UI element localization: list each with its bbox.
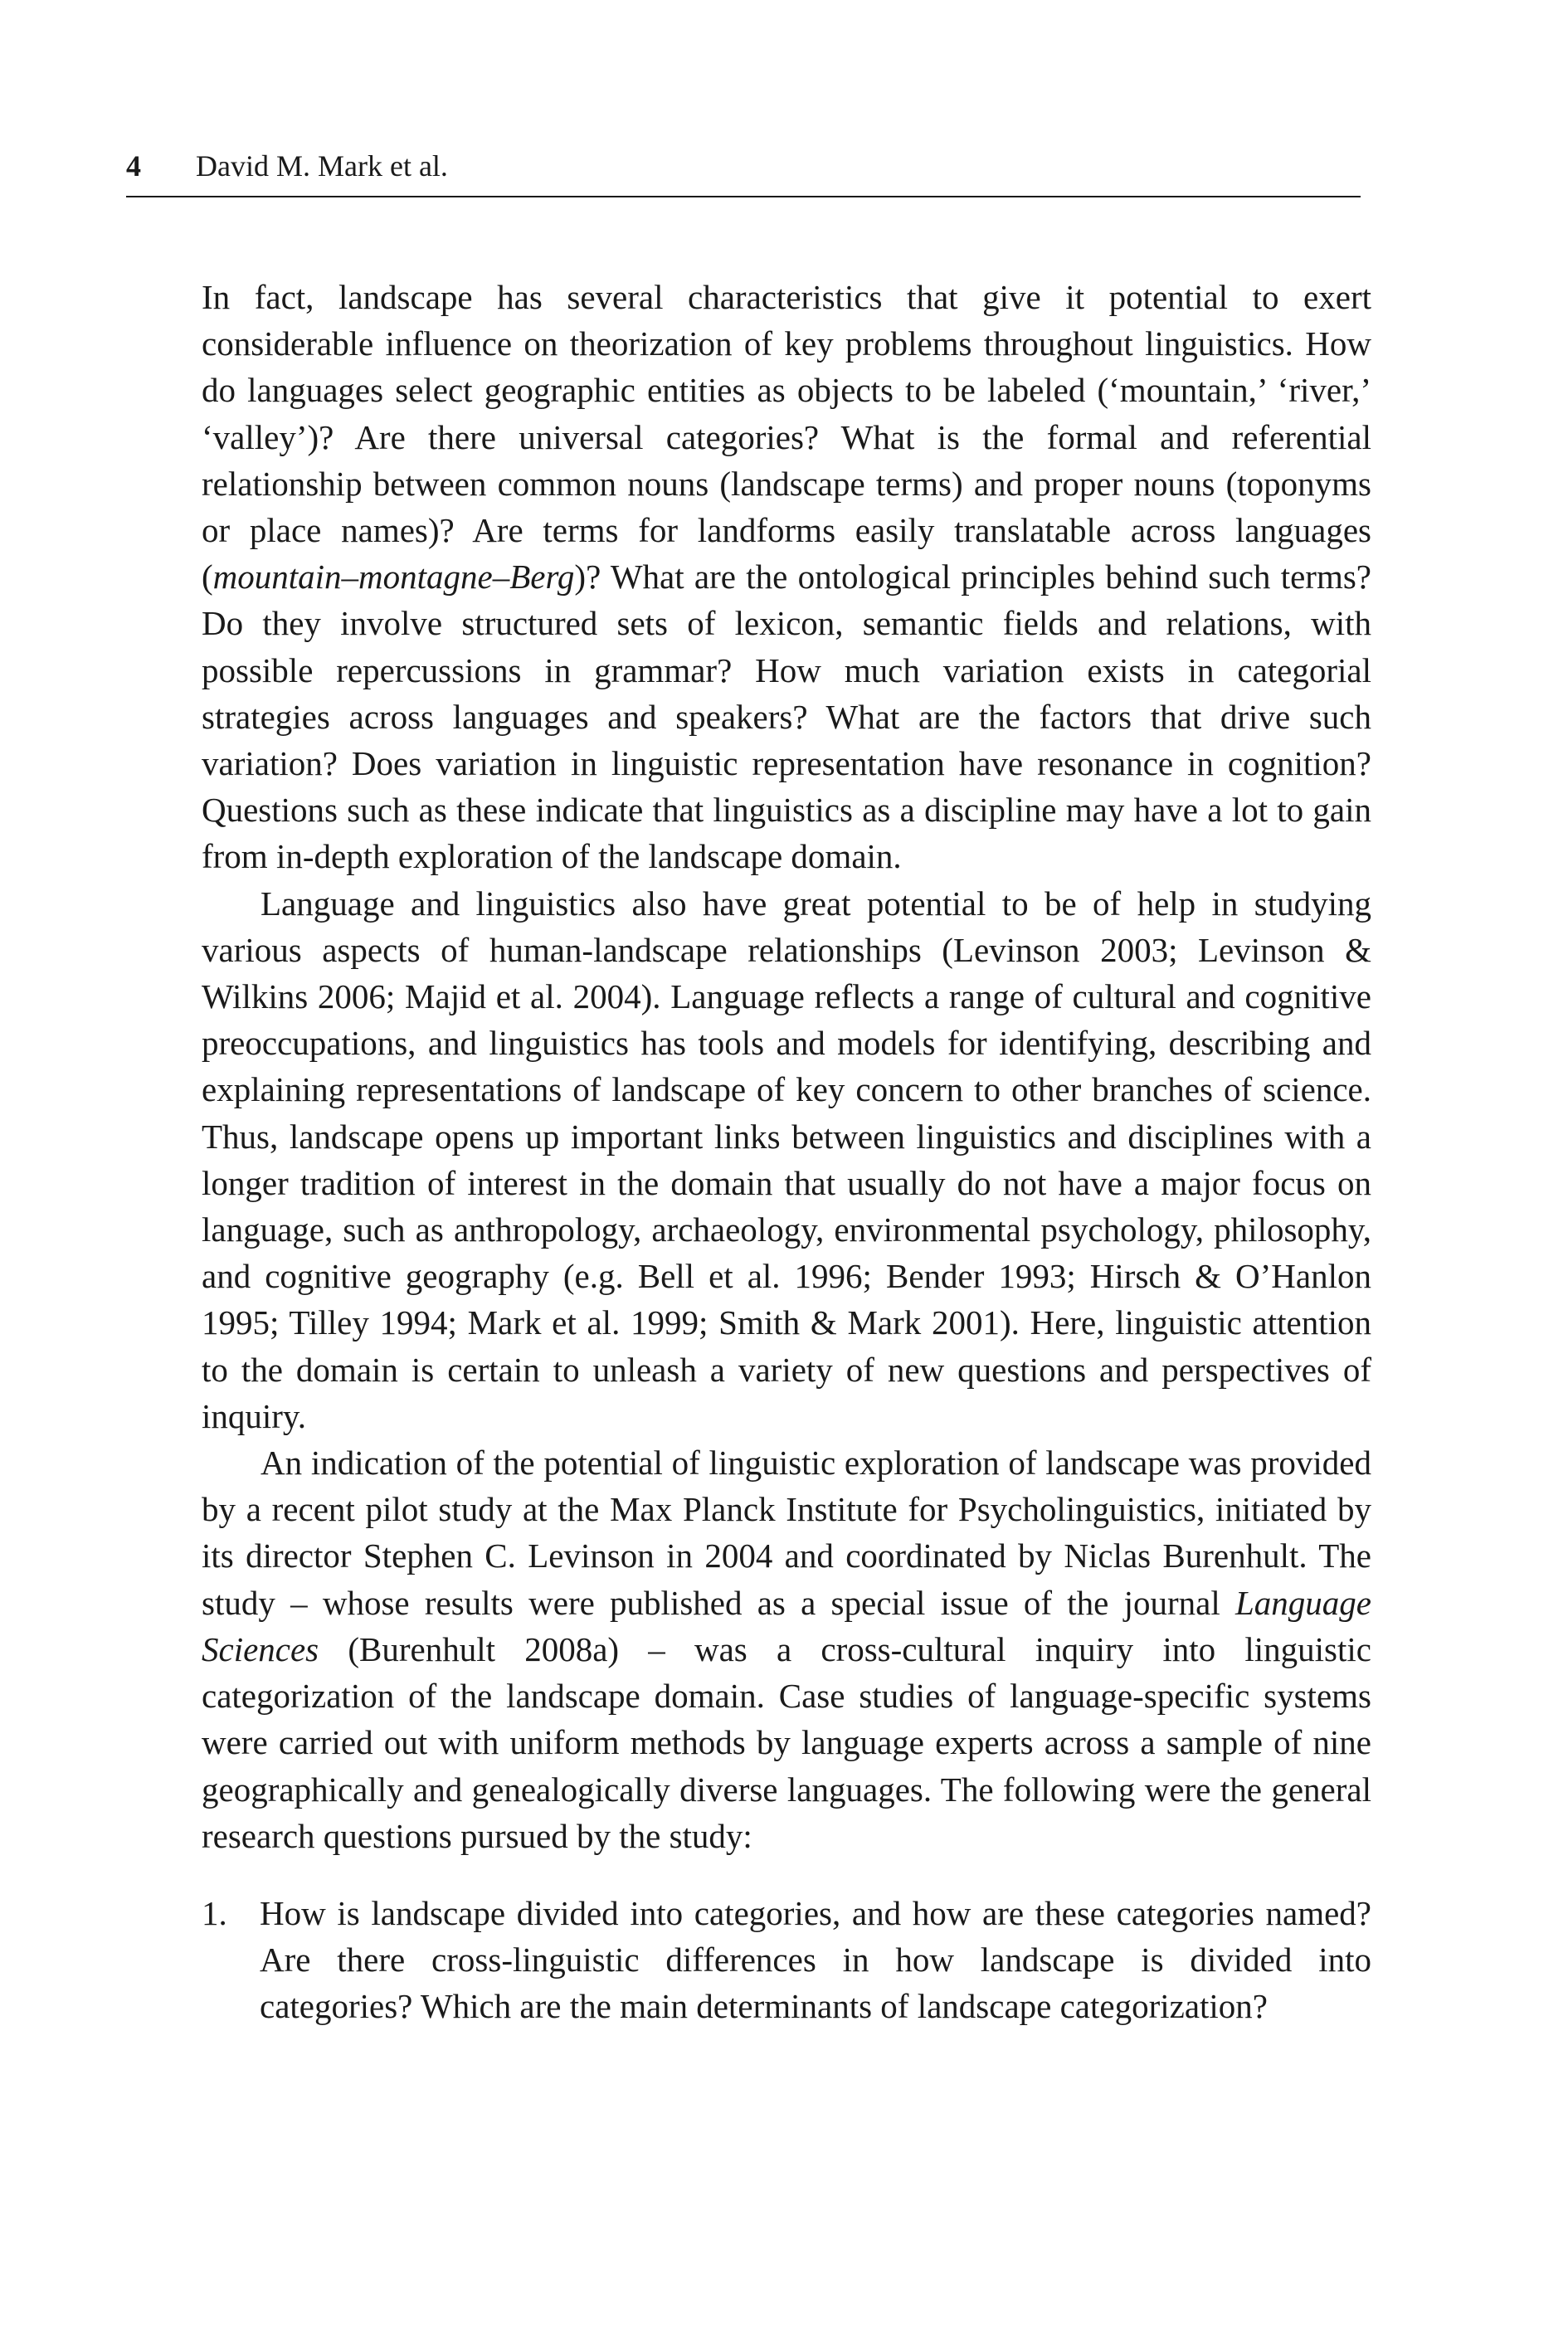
header-rule xyxy=(126,196,1361,197)
paragraph-1-part-3: )? What are the ontological principles behind such terms? Do they involve structured sets of lexicon, semantic fields and relations, with possible repercussions in grammar? How much variation exists in categorial strategies across languages and speakers? What are the factors that drive such variation? Does variation in linguistic representation have resonance in cognition? Questions such as these indicate that linguistics as a discipline may have a lot to gain from in-depth exploration of the landscape domain. xyxy=(202,558,1371,876)
paragraph-3 xyxy=(202,1439,1371,1859)
paragraph-3-journal-title: Language Sciences xyxy=(202,1583,1371,1668)
body-text xyxy=(202,274,1371,1859)
running-title: David M. Mark et al. xyxy=(196,149,448,183)
list-item-text: How is landscape divided into categories, and how are these categories named? Are there cross-linguistic differences in how landscape is divided into categories? Which are the main determinants of landscape categorization? xyxy=(260,1894,1371,2026)
paragraph-2-text: Language and linguistics also have great potential to be of help in studying various aspects of human-landscape relationships (Levinson 2003; Levinson & Wilkins 2006; Majid et al. 2004). Language reflects a range of cultural and cognitive preoccupations, and linguistics has tools and models for identifying, describing and explaining representations of landscape of key concern to other branches of science. Thus, landscape opens up important links between linguistics and disciplines with a longer tradition of interest in the domain that usually do not have a major focus on language, such as anthropology, archaeology, environmental psychology, philosophy, and cognitive geography (e.g. Bell et al. 1996; Bender 1993; Hirsch & O’Hanlon 1995; Tilley 1994; Mark et al. 1999; Smith & Mark 2001). Here, linguistic attention to the domain is certain to unleash a variety of new questions and perspectives of inquiry. xyxy=(202,884,1371,1435)
paragraph-2 xyxy=(202,880,1371,1439)
page-number: 4 xyxy=(126,149,141,183)
research-questions-list xyxy=(202,1890,1371,2030)
paragraph-3-part-3: (Burenhult 2008a) – was a cross-cultural inquiry into linguistic categorization of the landscape domain. Case studies of language-specific systems were carried out with uniform methods by language experts across a sample of nine geographically and genealogically diverse languages. The following were the general research questions pursued by the study: xyxy=(202,1629,1371,1855)
paragraph-1 xyxy=(202,274,1371,880)
paragraph-3-part-1: An indication of the potential of linguistic exploration of landscape was provided by a recent pilot study at the Max Planck Institute for Psycholinguistics, initiated by its director Stephen C. Levinson in 2004 and coordinated by Niclas Burenhult. The study – whose results were published as a special issue of the journal xyxy=(202,1444,1371,1622)
list-item xyxy=(202,1890,1371,2030)
paragraph-1-part-1: In fact, landscape has several characteristics that give it potential to exert considerable influence on theorization of key problems throughout linguistics. How do languages select geographic entities as objects to be labeled (‘mountain,’ ‘river,’ ‘valley’)? Are there universal categories? What is the formal and referential relationship between common nouns (landscape terms) and proper nouns (toponyms or place names)? Are terms for landforms easily translatable across languages ( xyxy=(202,278,1371,597)
paragraph-1-italic-term: mountain–montagne–Berg xyxy=(212,558,575,597)
page-header xyxy=(126,143,1361,192)
list-item-marker: 1. xyxy=(202,1894,227,1932)
